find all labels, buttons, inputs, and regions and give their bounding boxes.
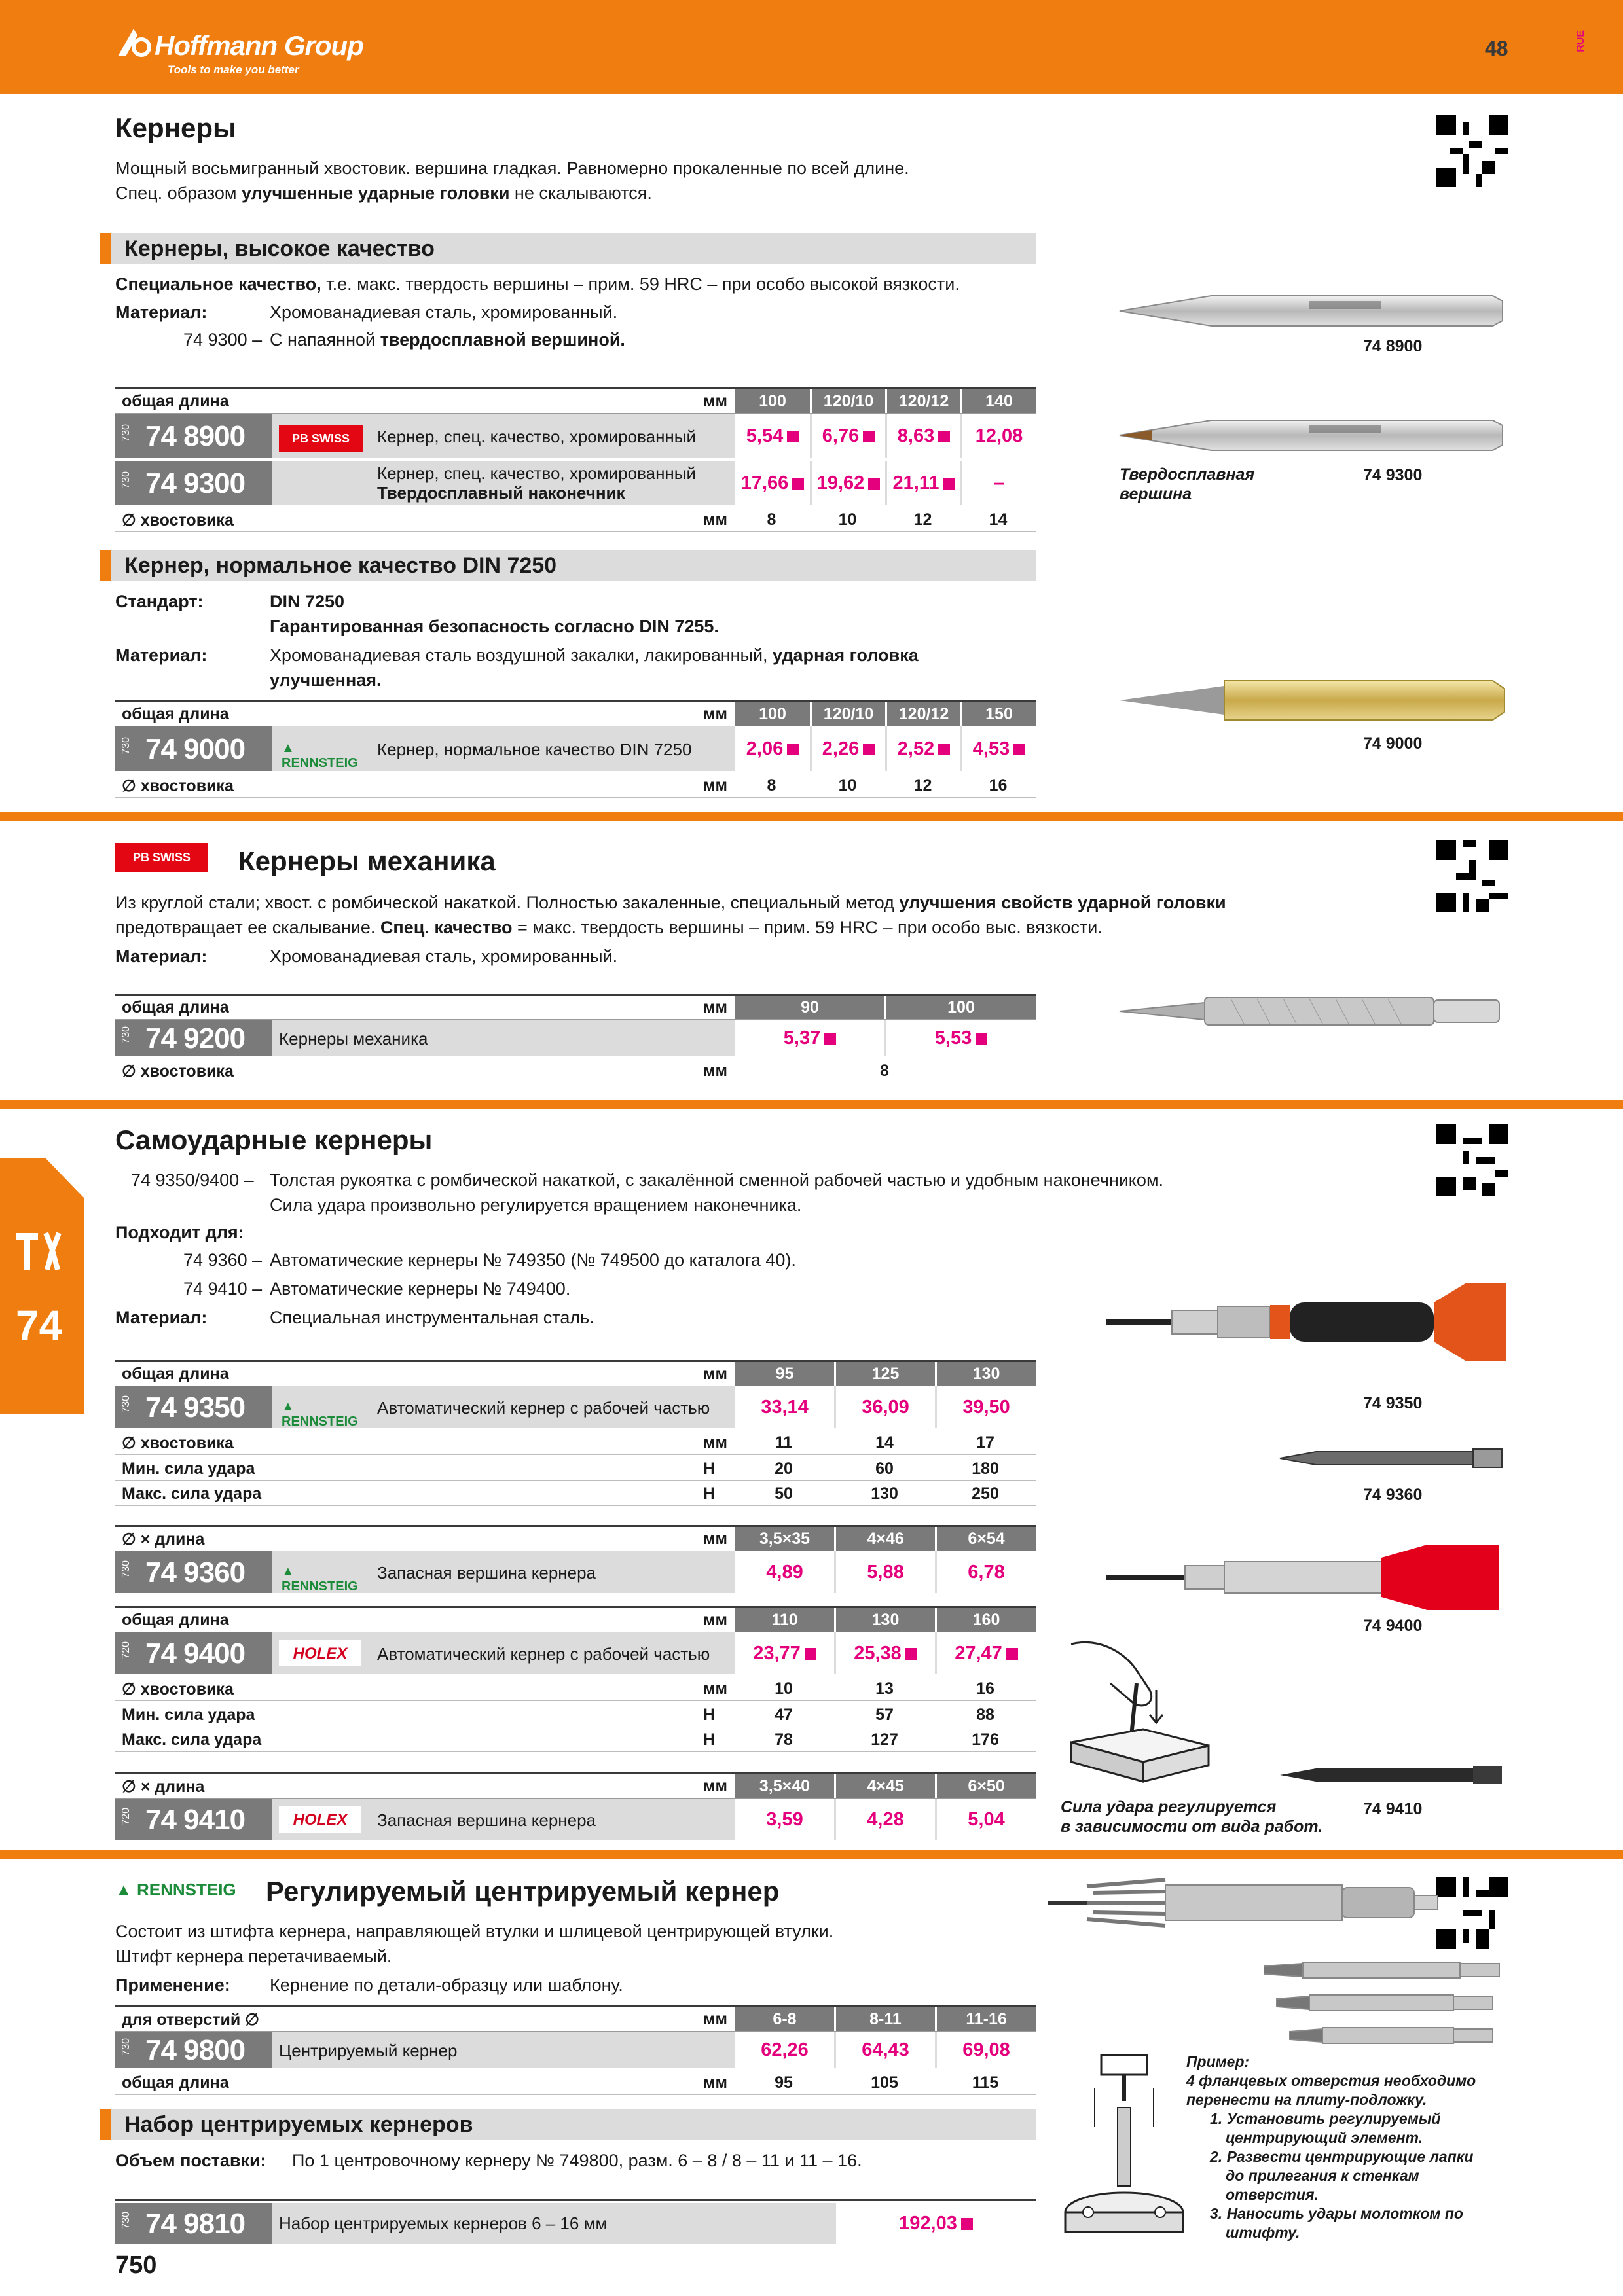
price-cell[interactable]: 4,28 bbox=[834, 1799, 935, 1840]
section-tab-number: 74 bbox=[16, 1302, 63, 1349]
pb-swiss-tools-logo: PB SWISS bbox=[279, 425, 363, 452]
intro-line-2: Спец. образом улучшенные ударные головки не скалываются. bbox=[115, 183, 652, 203]
section-title-centering: Регулируемый центрируемый кернер bbox=[266, 1876, 780, 1907]
product-image-749400 bbox=[1100, 1538, 1506, 1620]
row-description: Кернеры механика bbox=[279, 1029, 428, 1049]
column-header: 150 bbox=[960, 702, 1036, 726]
column-header: 100 bbox=[733, 702, 810, 726]
column-header: 6×54 bbox=[935, 1527, 1036, 1551]
price-cell[interactable]: 2,06 bbox=[733, 726, 810, 771]
table-header-row: общая длина мм 110 130 160 bbox=[115, 1606, 1036, 1632]
example-caption: Пример: 4 фланцевых отверстия необходимо перенести на плиту-подложку. 1. Установить регулируемый центрирующий элемент. 2. Развести центрирующие лапки до прилегания к стенкам отверстия. 3. Наносить удары молотком по штифту. bbox=[1186, 2053, 1476, 2241]
qr-code-icon[interactable] bbox=[1436, 840, 1508, 912]
column-header: 120/12 bbox=[885, 702, 960, 726]
product-image-748900 bbox=[1113, 288, 1506, 337]
use-label: Применение: bbox=[115, 1975, 230, 1995]
image-label: 74 9300 bbox=[1363, 466, 1423, 484]
column-header: 95 bbox=[733, 1362, 834, 1386]
subsection-bar-high-quality: Кернеры, высокое качество bbox=[100, 233, 1036, 264]
scope-label: Объем поставки: bbox=[115, 2151, 266, 2170]
auto-text-2: Сила удара произвольно регулируется вращением наконечника. bbox=[270, 1195, 802, 1215]
column-header: 8-11 bbox=[834, 2007, 935, 2031]
image-caption: Сила удара регулируется в зависимости от вида работ. bbox=[1061, 1798, 1323, 1836]
row-description: Автоматический кернер с рабочей частью bbox=[377, 1398, 710, 1418]
rennsteig-logo: ▲ RENNSTEIG bbox=[272, 1386, 371, 1428]
qr-code-icon[interactable] bbox=[1436, 1877, 1508, 1949]
price-cell[interactable]: 5,88 bbox=[834, 1551, 935, 1593]
section-divider bbox=[0, 812, 1623, 821]
table-row[interactable]: 730 74 9810 Набор центрируемых кернеров 6 – 16 мм 192,03 bbox=[115, 2203, 1036, 2244]
auto-text-1: Толстая рукоятка с ромбической накаткой, с закалённой сменной рабочей частью и удобным наконечником. bbox=[270, 1170, 1164, 1190]
product-image-749360 bbox=[1277, 1445, 1506, 1475]
subsection-bar-set: Набор центрируемых кернеров bbox=[100, 2109, 1036, 2140]
column-header: 3,5×40 bbox=[733, 1774, 834, 1798]
hand-illustration bbox=[1058, 1631, 1215, 1791]
price-cell[interactable]: 5,54 bbox=[733, 414, 810, 458]
article-number[interactable]: 74 9200 bbox=[145, 1022, 246, 1054]
column-header: 4×45 bbox=[834, 1774, 935, 1798]
section-title-mechanic: Кернеры механика bbox=[238, 846, 496, 876]
page-number: 48 bbox=[1485, 37, 1508, 60]
product-image-749810 bbox=[1264, 1957, 1512, 2058]
qr-code-icon[interactable] bbox=[1436, 115, 1508, 187]
price-cell[interactable]: – bbox=[960, 461, 1036, 505]
image-label: 74 9400 bbox=[1363, 1617, 1423, 1635]
section-title-automatic: Самоударные кернеры bbox=[115, 1124, 433, 1155]
table-749400 bbox=[115, 1606, 1036, 1757]
article-number[interactable]: 74 9800 bbox=[145, 2034, 246, 2066]
row-description: Кернер, спец. качество, хромированный bbox=[377, 427, 696, 446]
section-tab bbox=[0, 1158, 84, 1414]
rennsteig-logo: ▲ RENNSTEIG bbox=[115, 1880, 236, 1899]
price-cell[interactable]: 6,76 bbox=[810, 414, 885, 458]
fits-text-2: Автоматические кернеры № 749400. bbox=[270, 1279, 571, 1299]
column-header: 125 bbox=[834, 1362, 935, 1386]
tools-icon bbox=[14, 1230, 67, 1272]
product-image-749350 bbox=[1100, 1276, 1506, 1371]
article-number[interactable]: 74 9350 bbox=[145, 1391, 246, 1424]
table-high-quality bbox=[115, 387, 1036, 538]
logo-text: Hoffmann Group bbox=[155, 30, 363, 61]
row-description: Запасная вершина кернера bbox=[377, 1810, 596, 1830]
material-text-2: Хромованадиевая сталь воздушной закалки, лакированный, ударная головка улучшенная. bbox=[270, 645, 919, 690]
table-subrow: общая длина мм 95 105 115 bbox=[115, 2071, 1036, 2095]
image-caption: Твердосплавная вершина bbox=[1120, 465, 1255, 503]
column-header: 4×46 bbox=[834, 1527, 935, 1551]
table-header-row: общая длина мм 100 120/10 120/12 140 bbox=[115, 387, 1036, 414]
price-cell[interactable]: 27,47 bbox=[935, 1632, 1036, 1674]
table-subrow: Мин. сила удара Н 20 60 180 bbox=[115, 1457, 1036, 1481]
column-header: 140 bbox=[960, 389, 1036, 413]
table-subrow: ∅ хвостовика мм 11 14 17 bbox=[115, 1431, 1036, 1455]
price-cell[interactable]: 33,14 bbox=[733, 1386, 834, 1428]
column-header: 3,5×35 bbox=[733, 1527, 834, 1551]
row-description: Автоматический кернер с рабочей частью bbox=[377, 1644, 710, 1664]
image-label: 74 8900 bbox=[1363, 337, 1423, 355]
price-cell[interactable]: 4,89 bbox=[733, 1551, 834, 1593]
column-header: 100 bbox=[884, 996, 1036, 1019]
article-number[interactable]: 74 9300 bbox=[145, 467, 246, 499]
logo-tagline: Tools to make you better bbox=[168, 63, 299, 76]
price-cell[interactable]: 69,08 bbox=[935, 2032, 1036, 2068]
section-title-kerner: Кернеры bbox=[115, 113, 236, 143]
centering-text-2: Штифт кернера перетачиваемый. bbox=[115, 1946, 392, 1966]
section-divider bbox=[0, 1100, 1623, 1109]
article-number[interactable]: 74 8900 bbox=[145, 420, 246, 452]
material-label: Материал: bbox=[115, 302, 208, 322]
product-image-749800 bbox=[1048, 1873, 1440, 1935]
use-text: Кернение по детали-образцу или шаблону. bbox=[270, 1975, 623, 1995]
table-749810 bbox=[115, 2199, 1036, 2249]
material-label-2: Материал: bbox=[115, 645, 208, 665]
material-text-4: Специальная инструментальная сталь. bbox=[270, 1308, 594, 1327]
scope-text: По 1 центровочному кернеру № 749800, разм. 6 – 8 / 8 – 11 и 11 – 16. bbox=[292, 2151, 862, 2170]
article-number[interactable]: 74 9410 bbox=[145, 1804, 246, 1836]
rennsteig-logo: ▲ RENNSTEIG bbox=[272, 1551, 371, 1593]
table-subrow: ∅ хвостовика мм 10 13 16 bbox=[115, 1677, 1036, 1701]
standard-safety: Гарантированная безопасность согласно DIN 7255. bbox=[270, 617, 719, 636]
mechanic-text-2: предотвращает ее скалывание. Спец. качество = макс. твердость вершины – прим. 59 HRC – при особо выс. вязкости. bbox=[115, 918, 1103, 937]
logo-icon bbox=[115, 25, 152, 59]
article-number[interactable]: 74 9000 bbox=[145, 733, 246, 765]
material-label-3: Материал: bbox=[115, 946, 208, 966]
column-header: 120/12 bbox=[885, 389, 960, 413]
product-image-749200 bbox=[1113, 988, 1506, 1037]
mechanic-text-1: Из круглой стали; хвост. с ромбической накаткой. Полностью закаленные, специальный метод улучшения свойств ударной головки bbox=[115, 893, 1226, 912]
table-row[interactable]: 730 74 9200 Кернеры механика 5,37 5,53 bbox=[115, 1020, 1036, 1056]
article-number[interactable]: 74 9400 bbox=[145, 1638, 246, 1670]
subsection-bar-din7250: Кернер, нормальное качество DIN 7250 bbox=[100, 550, 1036, 581]
material-text-3: Хромованадиевая сталь, хромированный. bbox=[270, 946, 618, 966]
table-subrow: ∅ хвостовика мм 8 10 12 16 bbox=[115, 774, 1036, 798]
holex-logo: HOLEX bbox=[279, 1640, 361, 1666]
footer-page-number: 750 bbox=[115, 2251, 157, 2279]
image-label: 74 9360 bbox=[1363, 1486, 1423, 1504]
price-cell[interactable]: 5,37 bbox=[733, 1020, 884, 1056]
product-image-749410 bbox=[1277, 1762, 1506, 1791]
table-header-row: общая длина мм 100 120/10 120/12 150 bbox=[115, 700, 1036, 726]
price-cell[interactable]: 5,04 bbox=[935, 1799, 1036, 1840]
column-header: 120/10 bbox=[810, 702, 885, 726]
table-749410 bbox=[115, 1772, 1036, 1844]
fits-text-1: Автоматические кернеры № 749350 (№ 749500 до каталога 40). bbox=[270, 1250, 796, 1270]
table-row[interactable]: 730 74 8900 PB SWISS Кернер, спец. качество, хромированный 5,54 6,76 8,63 12,08 bbox=[115, 414, 1036, 458]
price-cell[interactable]: 5,53 bbox=[884, 1020, 1036, 1056]
table-subrow: Макс. сила удара Н 78 127 176 bbox=[115, 1728, 1036, 1752]
image-label: 74 9410 bbox=[1363, 1800, 1423, 1818]
intro-line-1: Мощный восьмигранный хвостовик. вершина гладкая. Равномерно прокаленные по всей длине. bbox=[115, 158, 909, 178]
column-header: 100 bbox=[733, 389, 810, 413]
column-header: 6-8 bbox=[733, 2007, 834, 2031]
table-header-row: общая длина мм 90 100 bbox=[115, 994, 1036, 1020]
price-cell[interactable]: 39,50 bbox=[935, 1386, 1036, 1428]
table-din7250 bbox=[115, 700, 1036, 798]
price-cell[interactable]: 62,26 bbox=[733, 2032, 834, 2068]
row-description: Кернер, нормальное качество DIN 7250 bbox=[377, 740, 692, 759]
holex-logo: HOLEX bbox=[279, 1806, 361, 1833]
pb-swiss-tools-logo: PB SWISS TOOLS bbox=[115, 843, 208, 872]
row-description: Центрируемый кернер bbox=[279, 2041, 458, 2060]
auto-code: 74 9350/9400 – bbox=[131, 1170, 254, 1190]
rennsteig-logo: ▲ RENNSTEIG bbox=[272, 726, 371, 771]
column-header: 11-16 bbox=[935, 2007, 1036, 2031]
price-cell[interactable]: 3,59 bbox=[733, 1799, 834, 1840]
price-cell[interactable]: 2,26 bbox=[810, 726, 885, 771]
special-quality-text: Специальное качество, т.е. макс. твердость вершины – прим. 59 HRC – при особо высокой вязкости. bbox=[115, 274, 960, 294]
price-cell[interactable]: 8,63 bbox=[885, 414, 960, 458]
price-cell[interactable]: 4,53 bbox=[960, 726, 1036, 771]
table-header-row: для отверстий ∅ мм 6-8 8-11 11-16 bbox=[115, 2005, 1036, 2032]
price-cell[interactable]: 23,77 bbox=[733, 1632, 834, 1674]
price-cell[interactable]: 21,11 bbox=[885, 461, 960, 505]
table-subrow: Мин. сила удара Н 47 57 88 bbox=[115, 1703, 1036, 1727]
table-749350 bbox=[115, 1360, 1036, 1511]
price-cell[interactable]: 19,62 bbox=[810, 461, 885, 505]
material-text: Хромованадиевая сталь, хромированный. bbox=[270, 302, 618, 322]
table-header-row: общая длина мм 95 125 130 bbox=[115, 1360, 1036, 1386]
table-row[interactable]: 730 74 9350 ▲ RENNSTEIG Автоматический кернер с рабочей частью 33,14 36,09 39,50 bbox=[115, 1386, 1036, 1428]
fits-label: Подходит для: bbox=[115, 1223, 244, 1242]
note-code: 74 9300 – bbox=[183, 330, 263, 350]
price-cell[interactable]: 36,09 bbox=[834, 1386, 935, 1428]
note-text: С напаянной твердосплавной вершиной. bbox=[270, 330, 625, 350]
product-image-749000 bbox=[1113, 674, 1506, 730]
language-code: RUE bbox=[1575, 30, 1586, 52]
standard-label: Стандарт: bbox=[115, 592, 204, 611]
table-row[interactable]: 730 74 9360 ▲ RENNSTEIG Запасная вершина кернера 4,89 5,88 6,78 bbox=[115, 1551, 1036, 1593]
table-subrow: ∅ хвостовика мм 8 bbox=[115, 1059, 1036, 1083]
column-header: 160 bbox=[935, 1608, 1036, 1632]
table-row[interactable]: 730 74 9800 Центрируемый кернер 62,26 64,43 69,08 bbox=[115, 2032, 1036, 2068]
image-label: 74 9350 bbox=[1363, 1394, 1423, 1412]
price-cell[interactable]: 64,43 bbox=[834, 2032, 935, 2068]
section-divider bbox=[0, 1850, 1623, 1859]
row-description: Запасная вершина кернера bbox=[377, 1563, 596, 1583]
centering-text-1: Состоит из штифта кернера, направляющей втулки и шлицевой центрирующей втулки. bbox=[115, 1922, 834, 1941]
price-cell[interactable]: 25,38 bbox=[834, 1632, 935, 1674]
price-cell[interactable]: 12,08 bbox=[960, 414, 1036, 458]
table-row[interactable]: 730 74 9300 Кернер, спец. качество, хромированный Твердосплавный наконечник 17,66 19,62 21,11 – bbox=[115, 461, 1036, 505]
price-cell[interactable]: 2,52 bbox=[885, 726, 960, 771]
row-description: Набор центрируемых кернеров 6 – 16 мм bbox=[279, 2214, 608, 2233]
qr-code-icon[interactable] bbox=[1436, 1124, 1508, 1196]
price-cell[interactable]: 17,66 bbox=[733, 461, 810, 505]
column-header: 120/10 bbox=[810, 389, 885, 413]
price-cell[interactable]: 192,03 bbox=[834, 2203, 1036, 2244]
table-header-row: ∅ × длина мм 3,5×35 4×46 6×54 bbox=[115, 1525, 1036, 1551]
standard-value: DIN 7250 bbox=[270, 592, 345, 611]
article-number[interactable]: 74 9360 bbox=[145, 1556, 246, 1588]
table-749800 bbox=[115, 2005, 1036, 2104]
fits-code-1: 74 9360 – bbox=[183, 1250, 263, 1270]
table-row[interactable]: 720 74 9410 HOLEX Запасная вершина кернера 3,59 4,28 5,04 bbox=[115, 1799, 1036, 1840]
table-header-row: ∅ × длина мм 3,5×40 4×45 6×50 bbox=[115, 1772, 1036, 1799]
product-image-749300 bbox=[1113, 412, 1506, 461]
table-subrow: ∅ хвостовика мм 8 10 12 14 bbox=[115, 508, 1036, 532]
table-mechanic bbox=[115, 994, 1036, 1092]
table-row[interactable]: 720 74 9400 HOLEX Автоматический кернер с рабочей частью 23,77 25,38 27,47 bbox=[115, 1632, 1036, 1674]
material-label-4: Материал: bbox=[115, 1308, 208, 1327]
price-cell[interactable]: 6,78 bbox=[935, 1551, 1036, 1593]
column-header: 110 bbox=[733, 1608, 834, 1632]
row-description-2: Твердосплавный наконечник bbox=[377, 483, 625, 503]
row-description: Кернер, спец. качество, хромированный bbox=[377, 463, 696, 483]
table-subrow: Макс. сила удара Н 50 130 250 bbox=[115, 1482, 1036, 1506]
article-number[interactable]: 74 9810 bbox=[145, 2208, 246, 2240]
fits-code-2: 74 9410 – bbox=[183, 1279, 263, 1299]
table-row[interactable]: 730 74 9000 ▲ RENNSTEIG Кернер, нормальное качество DIN 7250 2,06 2,26 2,52 4,53 bbox=[115, 726, 1036, 771]
column-header: 130 bbox=[834, 1608, 935, 1632]
column-header: 130 bbox=[935, 1362, 1036, 1386]
centering-illustration bbox=[1055, 2049, 1186, 2242]
column-header: 90 bbox=[733, 996, 884, 1019]
column-header: 6×50 bbox=[935, 1774, 1036, 1798]
table-749360 bbox=[115, 1525, 1036, 1597]
image-label: 74 9000 bbox=[1363, 734, 1423, 753]
